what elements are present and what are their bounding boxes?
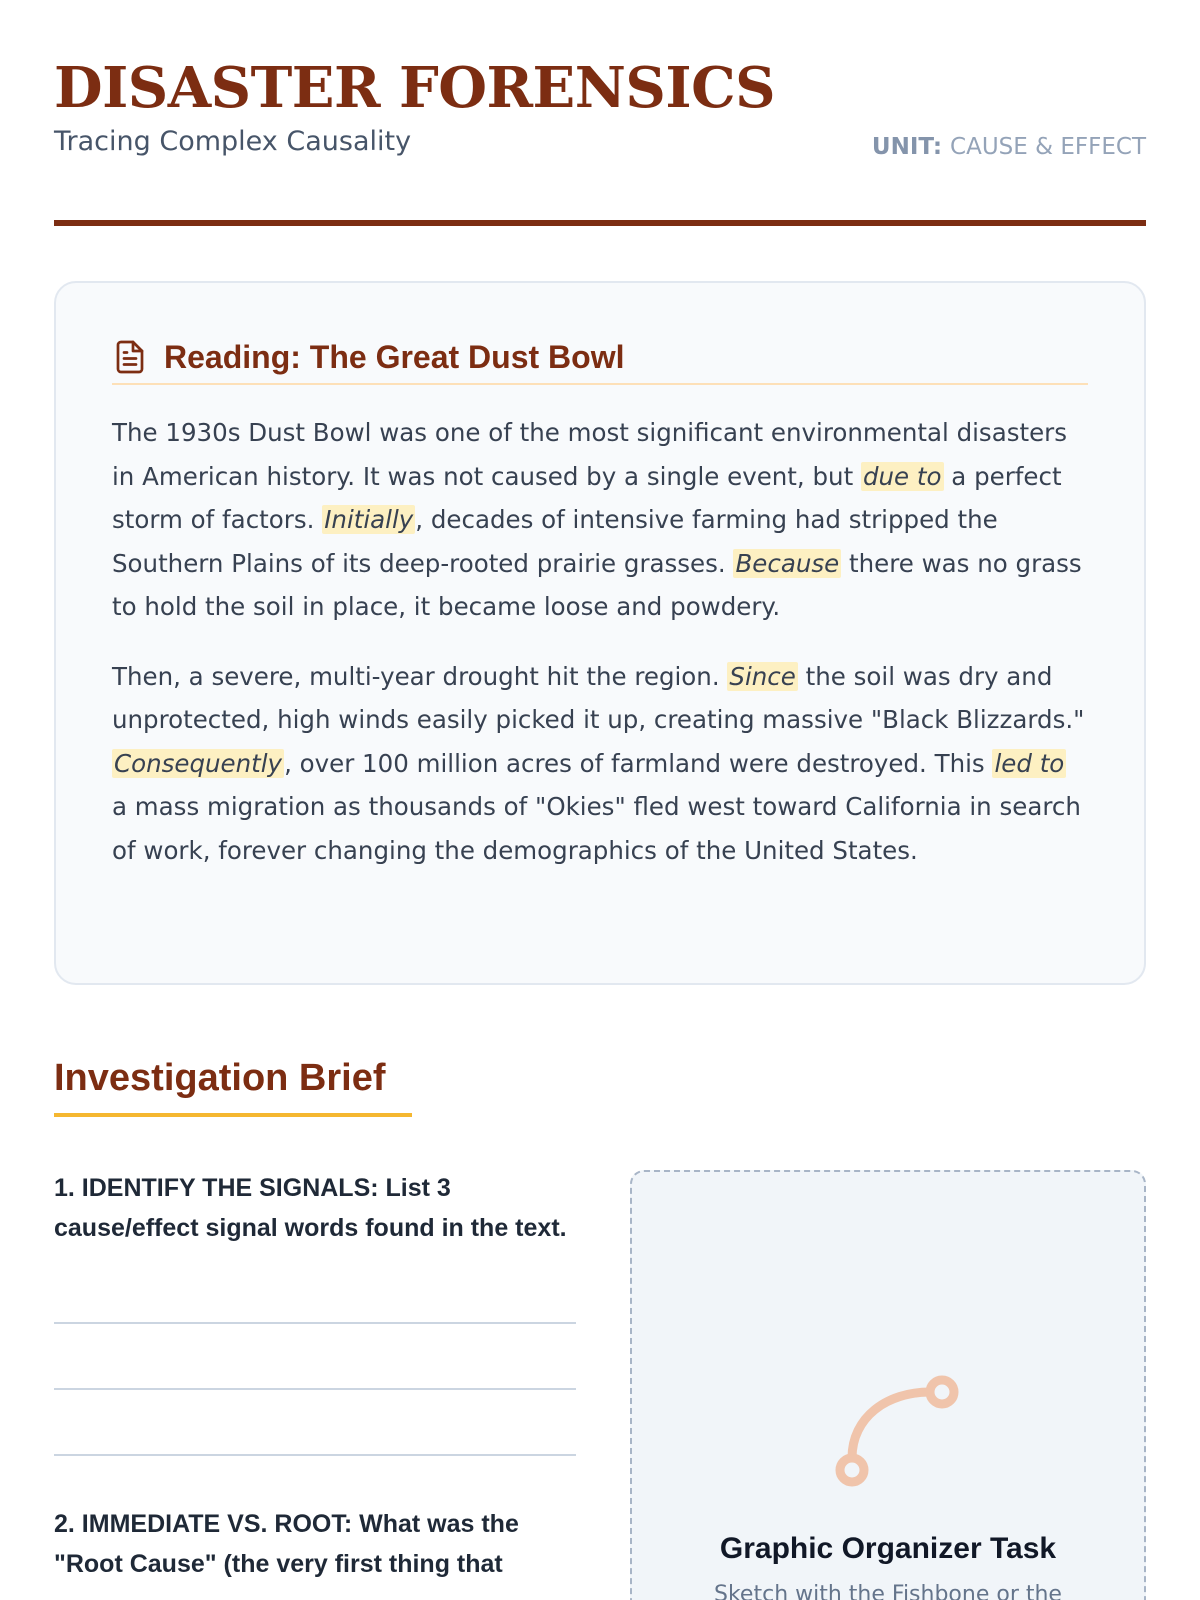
reading-paragraph-1 xyxy=(112,411,1088,629)
investigation-underline xyxy=(54,1113,412,1117)
unit-label: UNIT: xyxy=(871,134,943,160)
graphic-organizer-box[interactable] xyxy=(630,1170,1146,1600)
unit-value: CAUSE & EFFECT xyxy=(950,134,1146,160)
question-2: 2. IMMEDIATE VS. ROOT: What was the "Root Cause" (the very first thing that xyxy=(54,1510,519,1578)
text-run: Then, a severe, multi-year drought hit the region. xyxy=(112,661,728,691)
text-run: a mass migration as thousands of "Okies" fled west toward California in search of work, forever changing the demographics of the United States. xyxy=(112,792,1081,865)
question-1: 1. IDENTIFY THE SIGNALS: List 3 cause/effect signal words found in the text. xyxy=(54,1174,567,1242)
document-icon xyxy=(112,337,148,377)
organizer-description: Sketch with the Fishbone or the xyxy=(714,1582,1062,1600)
signal-word-consequently: Consequently xyxy=(114,748,283,778)
signal-word-due-to: due to xyxy=(862,461,942,491)
text-run: , over 100 million acres of farmland were destroyed. This xyxy=(284,748,993,778)
reading-header xyxy=(112,335,1088,385)
reading-title: Reading: The Great Dust Bowl xyxy=(164,338,625,375)
answer-line[interactable] xyxy=(54,1388,576,1390)
answer-line[interactable] xyxy=(54,1322,576,1324)
text-run: The 1930s Dust Bowl was one of the most significant environmental disasters in American history. It was not caused by a single event, but xyxy=(112,418,1067,491)
signal-word-since: Since xyxy=(729,661,796,691)
organizer-title: Graphic Organizer Task xyxy=(719,1532,1057,1565)
header-divider xyxy=(54,220,1146,226)
question-list xyxy=(54,1168,576,1584)
reading-paragraph-2 xyxy=(112,655,1088,873)
signal-word-led-to: led to xyxy=(994,748,1065,778)
text-run: a perfect storm of factors. xyxy=(112,461,1062,534)
page-title: DISASTER FORENSICS xyxy=(54,55,776,121)
signal-word-because: Because xyxy=(735,548,840,578)
text-run: , decades of intensive farming had stripped the Southern Plains of its deep-rooted prairie grasses. xyxy=(112,505,998,578)
signal-word-initially: Initially xyxy=(324,505,414,534)
unit-tag xyxy=(872,134,1146,160)
answer-line[interactable] xyxy=(54,1454,576,1456)
investigation-title: Investigation Brief xyxy=(54,1057,386,1099)
text-run: the soil was dry and unprotected, high winds easily picked it up, creating massive "Black Blizzards." xyxy=(112,661,1085,734)
reading-card xyxy=(54,281,1146,985)
text-run: there was no grass to hold the soil in place, it became loose and powdery. xyxy=(112,548,1082,621)
route-icon xyxy=(832,1362,962,1492)
page-header xyxy=(54,56,1146,160)
page-subtitle: Tracing Complex Causality xyxy=(54,126,412,157)
